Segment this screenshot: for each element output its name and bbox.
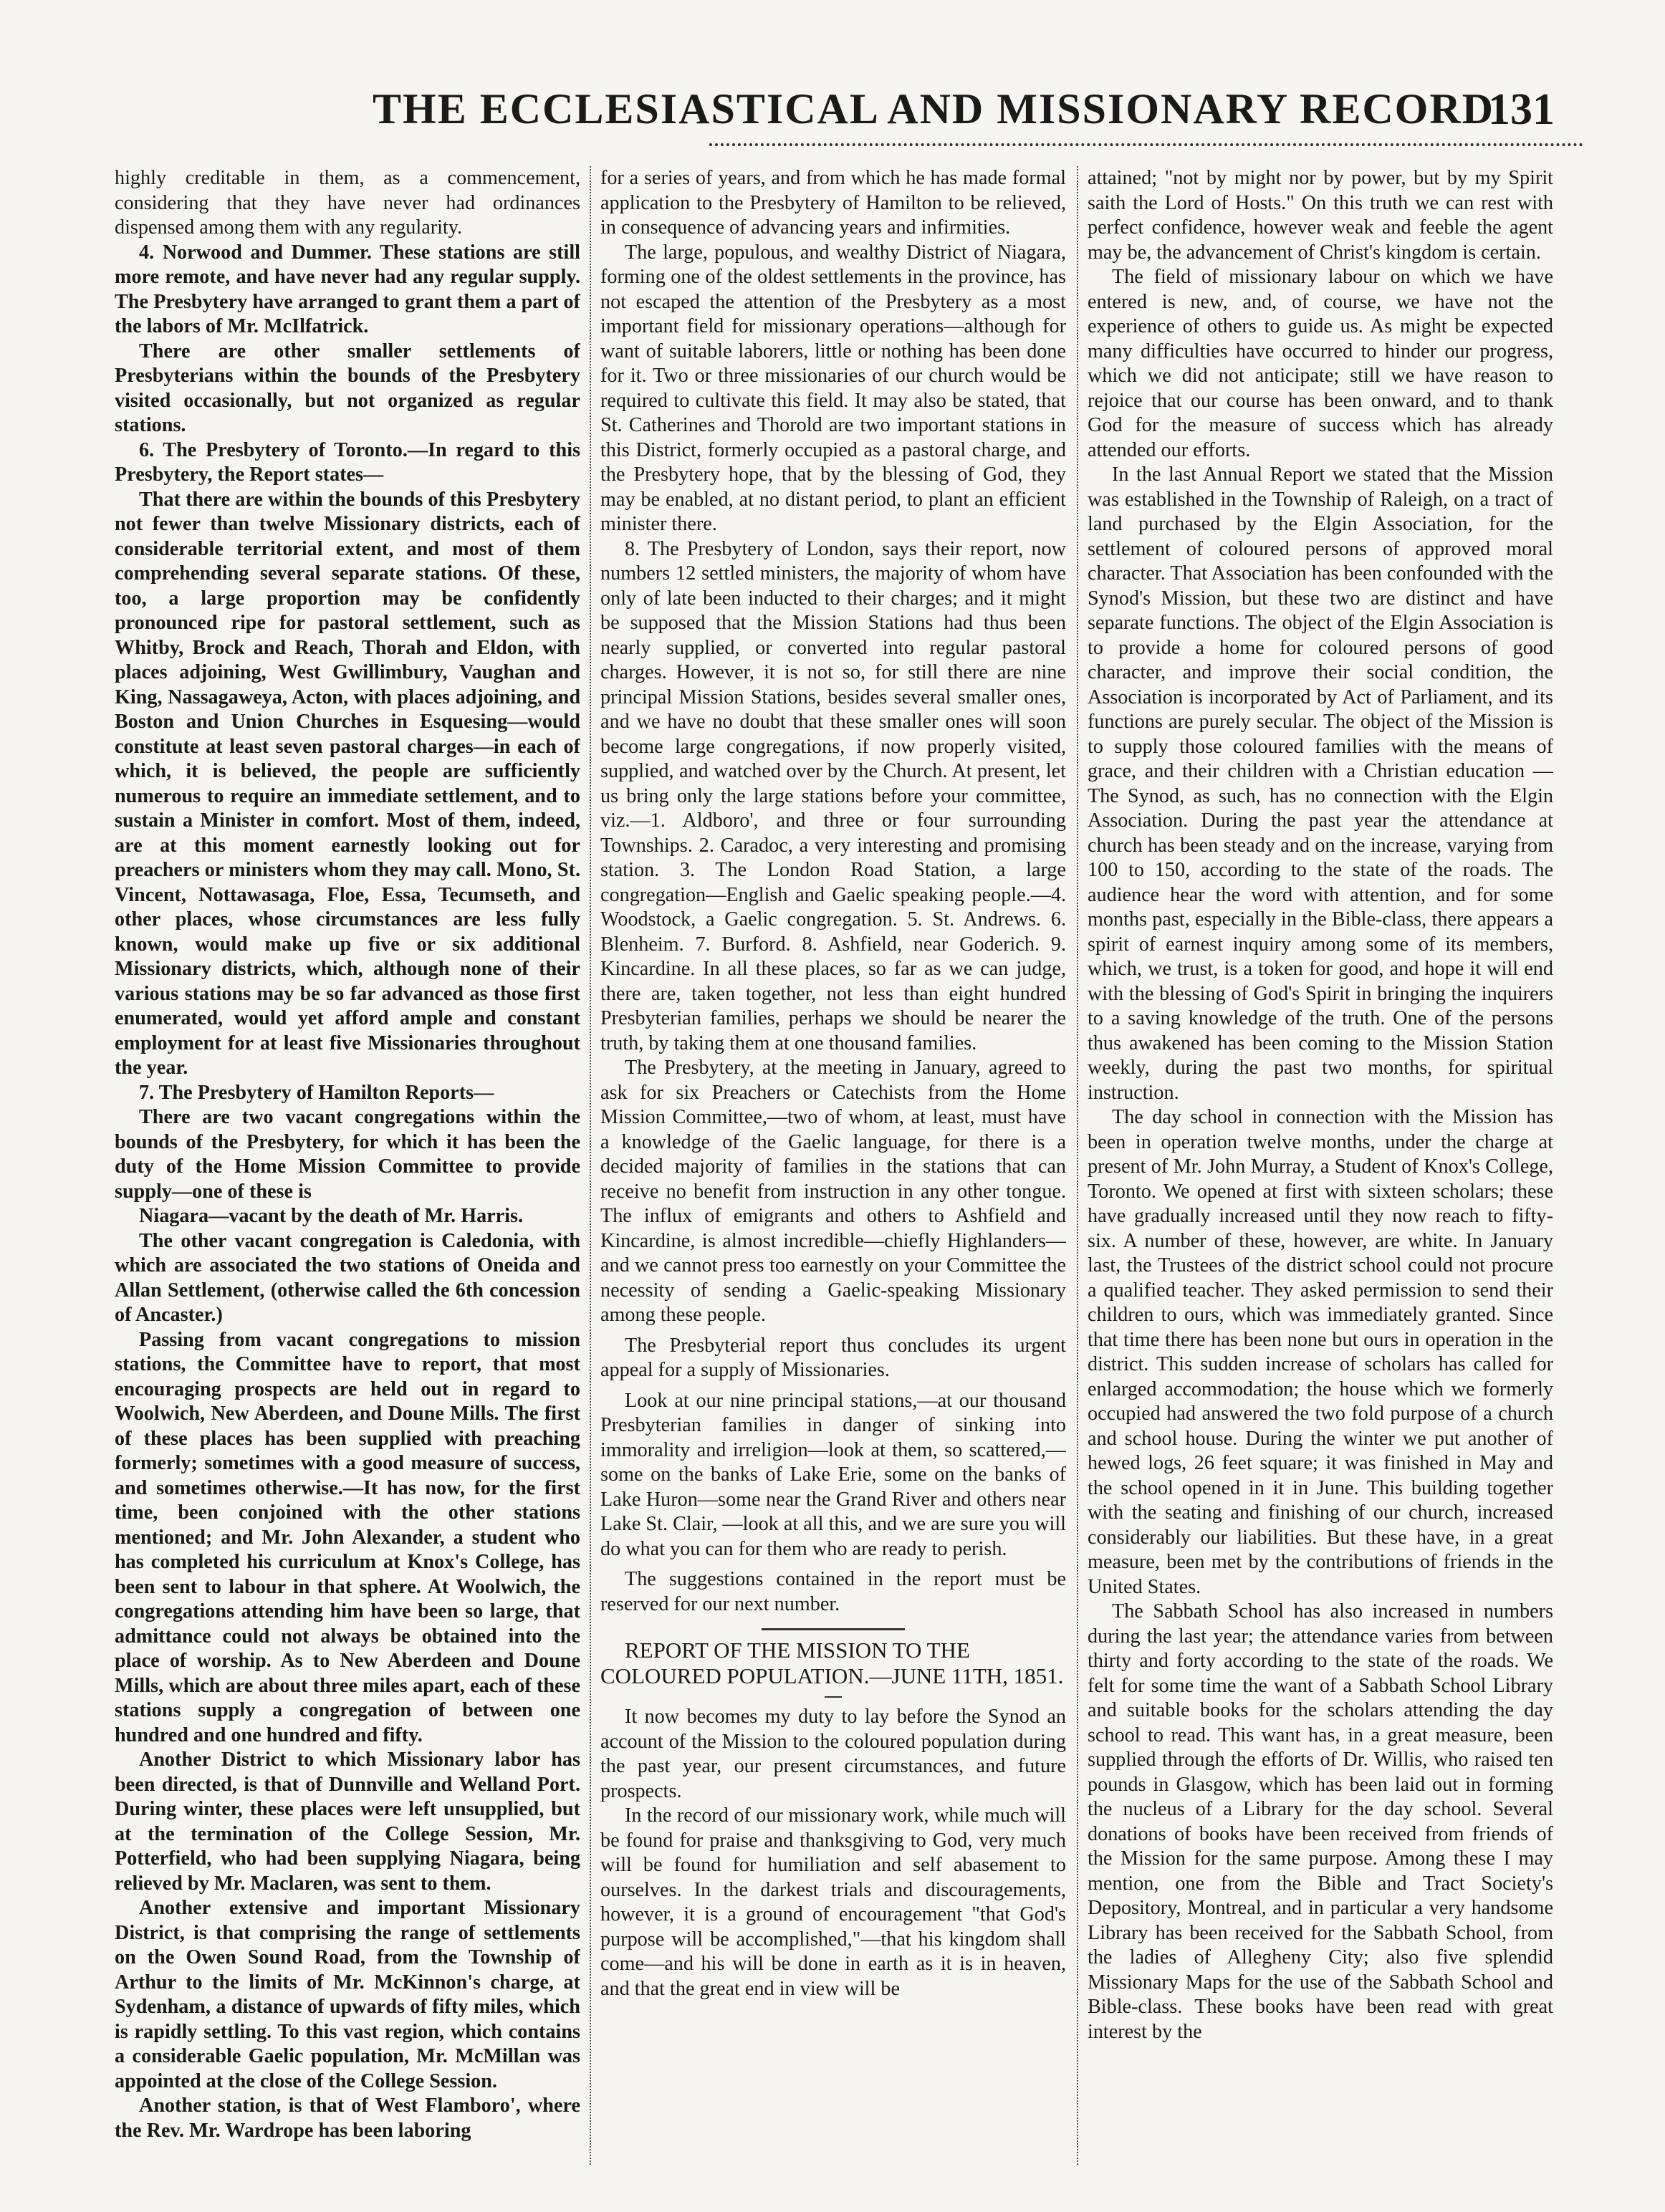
paragraph: Another station, is that of West Flamboro', where the Rev. Mr. Wardrope has been laboring bbox=[115, 2095, 580, 2142]
paragraph: The Sabbath School has also increased in numbers during the last year; the attendance varies from between thirty and forty according to the state of the roads. We felt for some time the want of a Sabbath School Library and suitable books for the scholars attending the day school to read. This want has, in a great measure, been supplied through the efforts of Dr. Willis, who raised ten pounds in Glasgow, which has been laid out in forming the nucleus of a Library for the day school. Several donations of books have been received from friends of the Mission for the same purpose. Among these I may mention, one from the Bible and Tract Society's Depository, Montreal, and in particular a very handsome Library has been received for the Sabbath School, from the ladies of Allegheny City; also five splendid Missionary Maps for the use of the Sabbath School and Bible-class. These books have been read with great interest by the bbox=[1088, 1600, 1553, 2043]
column-divider-right bbox=[1077, 166, 1078, 2165]
paragraph: 7. The Presbytery of Hamilton Reports— bbox=[139, 1081, 494, 1104]
paragraph: 4. Norwood and Dummer. These stations are still more remote, and have never had any regular supply. The Presbytery have arranged to grant them a part of the labors of Mr. McIlfatrick. bbox=[115, 241, 580, 337]
paragraph: highly creditable in them, as a commencement, considering that they have never had ordinances dispensed among them with any regularity. bbox=[115, 167, 580, 239]
paragraph: attained; "not by might nor by power, but by my Spirit saith the Lord of Hosts." On this truth we can rest with perfect confidence, however weak and feeble the agent may be, the advancement of Christ's kingdom is certain. bbox=[1088, 167, 1553, 264]
paragraph: The Presbyterial report thus concludes its urgent appeal for a supply of Missionaries. bbox=[600, 1334, 1066, 1381]
column-divider-left bbox=[590, 166, 591, 2165]
section-ornament bbox=[762, 1628, 905, 1630]
paragraph: That there are within the bounds of this Presbytery not fewer than twelve Missionary districts, each of considerable territorial extent, and most of them comprehending several separate stations. Of these, too, a large proportion may be confidently pronounced ripe for pastoral settlement, such as Whitby, Brock and Reach, Thorah and Eldon, with places adjoining, West Gwillimbury, Vaughan and King, Nassagaweya, Acton, with places adjoining, and Boston and Union Churches in Esquesing—would constitute at least seven pastoral charges—in each of which, it is believed, the people are sufficiently numerous to require an immediate settlement, and to sustain a Minister in comfort. Most of them, indeed, are at this moment earnestly looking out for preachers or ministers whom they may call. Mono, St. Vincent, Nottawasaga, Floe, Essa, Tecumseth, and other places, whose circumstances are less fully known, would make up five or six additional Missionary districts, which, although none of their various stations may be so far advanced as those first enumerated, would yet afford ample and constant employment for at least five Missionaries throughout the year. bbox=[115, 488, 580, 1079]
paragraph: 8. The Presbytery of London, says their report, now numbers 12 settled ministers, the majority of whom have only of late been inducted to their charges; and it might be supposed that the Mission Stations had thus been nearly supplied, or converted into regular pastoral charges. However, it is not so, for still there are nine principal Mission Stations, besides several smaller ones, and we have no doubt that these smaller ones will soon become large congregations, if now properly visited, supplied, and watched over by the Church. At present, let us bring only the large stations before your committee, viz.—1. Aldboro', and three or four surrounding Townships. 2. Caradoc, a very interesting and promising station. 3. The London Road Station, a large congregation—English and Gaelic speaking people.—4. Woodstock, a Gaelic congregation. 5. St. Andrews. 6. Blenheim. 7. Burford. 8. Ashfield, near Goderich. 9. Kincardine. In all these places, so far as we can judge, there are, taken together, not less than eight hundred Presbyterian families, perhaps we should be nearer the truth, by taking them at one thousand families. bbox=[600, 537, 1066, 1054]
paragraph: Niagara—vacant by the death of Mr. Harris. bbox=[139, 1205, 524, 1227]
section-dash bbox=[825, 1696, 842, 1698]
page-number: 131 bbox=[1488, 85, 1555, 134]
paragraph: The large, populous, and wealthy District of Niagara, forming one of the oldest settlements in the province, has not escaped the attention of the Presbytery as a most important field for missionary operations—although for want of suitable laborers, little or nothing has been done for it. Two or three missionaries of our church would be required to cultivate this field. It may also be stated, that St. Catherines and Thorold are two important stations in this District, formerly occupied as a pastoral charge, and the Presbytery hope, that by the blessing of God, they may be enabled, at no distant period, to plant an efficient minister there. bbox=[600, 241, 1066, 535]
header-rule bbox=[709, 143, 1583, 146]
paragraph: The day school in connection with the Mission has been in operation twelve months, under the charge at present of Mr. John Murray, a Student of Knox's College, Toronto. We opened at first with sixteen scholars; these have gradually increased until they now reach to fifty-six. A number of these, however, are white. In January last, the Trustees of the district school could not procure a qualified teacher. They asked permission to send their children to ours, which was immediately granted. Since that time there has been none but ours in operation in the district. This sudden increase of scholars has called for enlarged accommodation; the house which we formerly occupied had answered the two fold purpose of a church and school house. During the winter we put another of hewed logs, 26 feet square; it was finished in May and the school opened in it in June. This building together with the seating and finishing of our church, increased considerably our liabilities. But these have, in a great measure, been met by the contributions of friends in the United States. bbox=[1088, 1106, 1553, 1598]
page-header bbox=[115, 85, 1555, 149]
paragraph: Another District to which Missionary labor has been directed, is that of Dunnville and Welland Port. During winter, these places were left unsupplied, but at the termination of the College Session, Mr. Potterfield, who had been supplying Niagara, being relieved by Mr. Maclaren, was sent to them. bbox=[115, 1749, 580, 1895]
paragraph: In the last Annual Report we stated that the Mission was established in the Township of Raleigh, on a tract of land purchased by the Elgin Association, for the settlement of coloured persons of approved moral character. That Association has been confounded with the Synod's Mission, but these two are distinct and have separate functions. The object of the Elgin Association is to provide a home for coloured persons of good character, and improve their social condition, the Association is incorporated by Act of Parliament, and its functions are purely secular. The object of the Mission is to supply those coloured families with the means of grace, and their children with a Christian education —The Synod, as such, has no connection with the Elgin Association. During the past year the attendance at church has been steady and on the increase, varying from 100 to 150, according to the state of the roads. The audience hear the word with attention, and for some months past, especially in the Bible-class, there appears a spirit of earnest inquiry among some of its members, which, we trust, is a token for good, and hope it will end with the blessing of God's Spirit in bringing the inquirers to a saving knowledge of the truth. One of the persons thus awakened has been coming to the Mission Station weekly, during the past two months, for spiritual instruction. bbox=[1088, 463, 1553, 1104]
running-title: THE ECCLESIASTICAL AND MISSIONARY RECORD. bbox=[373, 85, 1507, 133]
column-middle bbox=[600, 166, 1066, 2172]
paragraph: It now becomes my duty to lay before the Synod an account of the Mission to the coloured population during the past year, our present circumstances, and future prospects. bbox=[600, 1706, 1066, 1802]
paragraph: The suggestions contained in the report must be reserved for our next number. bbox=[600, 1568, 1066, 1615]
paragraph: Another extensive and important Missionary District, is that comprising the range of settlements on the Owen Sound Road, from the Township of Arthur to the limits of Mr. McKinnon's charge, at Sydenham, a distance of upwards of fifty miles, which is rapidly settling. To this vast region, which contains a considerable Gaelic population, Mr. McMillan was appointed at the close of the College Session. bbox=[115, 1897, 580, 2092]
paragraph: The other vacant congregation is Caledonia, with which are associated the two stations of Oneida and Allan Settlement, (otherwise called the 6th concession of Ancaster.) bbox=[115, 1229, 580, 1326]
paragraph: In the record of our missionary work, while much will be found for praise and thanksgiving to God, very much will be found for humiliation and self abasement to ourselves. In the darkest trials and discouragements, however, it is a ground of encouragement "that God's purpose will be accomplished,"—that his kingdom shall come—and his will be done in earth as it is in heaven, and that the great end in view will be bbox=[600, 1804, 1066, 2000]
paragraph: Look at our nine principal stations,—at our thousand Presbyterian families in danger of sinking into immorality and irreligion—look at them, so scattered,—some on the banks of Lake Erie, some on the banks of Lake Huron—some near the Grand River and others near Lake St. Clair, —look at all this, and we are sure you will do what you can for them who are ready to perish. bbox=[600, 1389, 1066, 1560]
section-heading: REPORT OF THE MISSION TO THE COLOURED POPULATION.—JUNE 11TH, 1851. bbox=[600, 1638, 1064, 1688]
column-right bbox=[1088, 166, 1553, 2172]
paragraph: The Presbytery, at the meeting in January, agreed to ask for six Preachers or Catechists from the Home Mission Committee,—two of whom, at least, must have a knowledge of the Gaelic language, for there is a decided majority of families in the stations that can receive no benefit from instruction in any other tongue. The influx of emigrants and others to Ashfield and Kincardine, is almost incredible—chiefly Highlanders—and we cannot press too earnestly on your Committee the necessity of sending a Gaelic-speaking Missionary among these people. bbox=[600, 1057, 1066, 1326]
paragraph: There are other smaller settlements of Presbyterians within the bounds of the Presbytery visited occasionally, but not organized as regular stations. bbox=[115, 340, 580, 436]
paragraph: 6. The Presbytery of Toronto.—In regard to this Presbytery, the Report states— bbox=[115, 438, 580, 486]
column-left bbox=[115, 166, 580, 2172]
paragraph: for a series of years, and from which he has made formal application to the Presbytery of Hamilton to be relieved, in consequence of advancing years and infirmities. bbox=[600, 167, 1066, 239]
paragraph: There are two vacant congregations within the bounds of the Presbytery, for which it has been the duty of the Home Mission Committee to provide supply—one of these is bbox=[115, 1106, 580, 1203]
paragraph: Passing from vacant congregations to mission stations, the Committee have to report, that most encouraging prospects are held out in regard to Woolwich, New Aberdeen, and Doune Mills. The first of these places has been supplied with preaching formerly; sometimes with a good measure of success, and sometimes otherwise.—It has now, for the first time, been conjoined with the other stations mentioned; and Mr. John Alexander, a student who has completed his curriculum at Knox's College, has been sent to labour in that sphere. At Woolwich, the congregations attending him have been so large, that admittance could not always be obtained into the place of worship. As to New Aberdeen and Doune Mills, which are about three miles apart, each of these stations supply a congregation of between one hundred and one hundred and fifty. bbox=[115, 1328, 580, 1746]
paragraph: The field of missionary labour on which we have entered is new, and, of course, we have not the experience of others to guide us. As might be expected many difficulties have occurred to hinder our progress, which we did not anticipate; still we have reason to rejoice that our course has been onward, and to thank God for the measure of success which has already attended our efforts. bbox=[1088, 266, 1553, 461]
